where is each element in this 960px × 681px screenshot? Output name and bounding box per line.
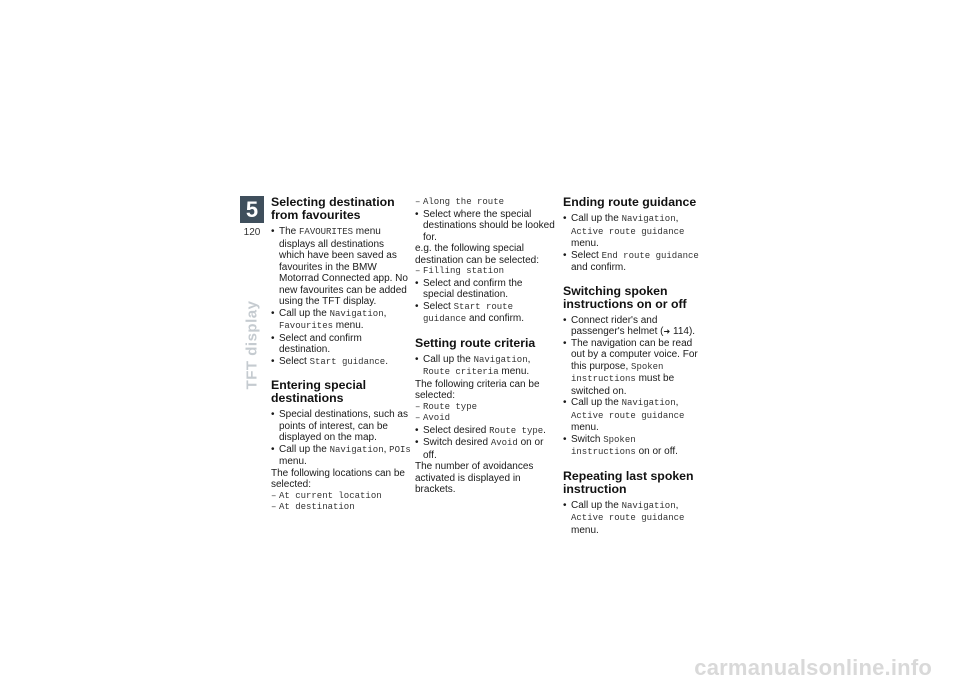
dash-item: – At destination <box>271 502 411 514</box>
column-1 <box>271 196 411 514</box>
paragraph: The following criteria can be selected: <box>415 378 540 401</box>
list-item: • Select where the special destinations should be looked for. <box>415 209 555 244</box>
list-item: • Special destinations, such as points of interest, can be displayed on the map. <box>271 409 411 444</box>
paragraph: The number of avoidances activated is displayed in brackets. <box>415 461 534 495</box>
paragraph: The following locations can be selected: <box>271 467 405 490</box>
heading-ending-route-guidance: Ending route guidance <box>563 195 697 209</box>
heading-selecting-destination-favourites: Selecting destination from favourites <box>271 195 395 222</box>
list-item: • The navigation can be read out by a computer voice. For this purpose, Spoken instructions must be switched on. <box>563 338 703 398</box>
chapter-side-title: TFT display <box>243 300 261 390</box>
column-2 <box>415 197 555 496</box>
list-item: • Select and confirm destination. <box>271 333 411 356</box>
list-item: • Select End route guidance and confirm. <box>563 250 703 274</box>
arrow-right-icon: ➜ <box>663 327 671 336</box>
chapter-number-badge: 5 <box>240 196 264 223</box>
heading-setting-route-criteria: Setting route criteria <box>415 335 536 350</box>
column-3 <box>563 196 703 536</box>
list-item: • The FAVOURITES menu displays all destinations which have been saved as favourites in the BMW Motorrad Connected app. No new favourites can be added using the TFT display. <box>271 226 411 308</box>
paragraph: e.g. the following special destination can be selected: <box>415 243 539 266</box>
page-number: 120 <box>243 227 261 238</box>
list-item: • Select desired Route type. <box>415 425 555 438</box>
dash-item: – Avoid <box>415 413 555 425</box>
list-item: • Select Start route guidance and confirm. <box>415 301 555 326</box>
list-item: • Switch Spoken instructions on or off. <box>563 434 703 459</box>
list-item: • Call up the Navigation, POIs menu. <box>271 444 411 468</box>
list-item: • Connect rider's and passenger's helmet (➜ 114). <box>563 315 703 338</box>
list-item: • Call up the Navigation, Favourites menu. <box>271 308 411 333</box>
list-item: • Switch desired Avoid on or off. <box>415 437 555 461</box>
list-item: • Call up the Navigation, Route criteria menu. <box>415 354 555 379</box>
dash-item: – Route type <box>415 402 555 414</box>
page-reference[interactable]: 114). <box>670 326 696 337</box>
heading-switching-spoken-instructions: Switching spoken instructions on or off <box>563 283 687 311</box>
heading-repeating-last-spoken-instruction: Repeating last spoken instruction <box>563 468 694 496</box>
dash-item: – Along the route <box>415 197 555 209</box>
list-item: • Call up the Navigation, Active route guidance menu. <box>563 500 703 537</box>
list-item: • Select Start guidance. <box>271 356 411 369</box>
watermark-text: carmanualsonline.info <box>694 655 932 680</box>
heading-entering-special-destinations: Entering special destinations <box>271 378 366 405</box>
list-item: • Select and confirm the special destination. <box>415 278 555 301</box>
list-item: • Call up the Navigation, Active route guidance menu. <box>563 213 703 250</box>
dash-item: – Filling station <box>415 266 555 278</box>
dash-item: – At current location <box>271 491 411 503</box>
list-item: • Call up the Navigation, Active route guidance menu. <box>563 397 703 434</box>
